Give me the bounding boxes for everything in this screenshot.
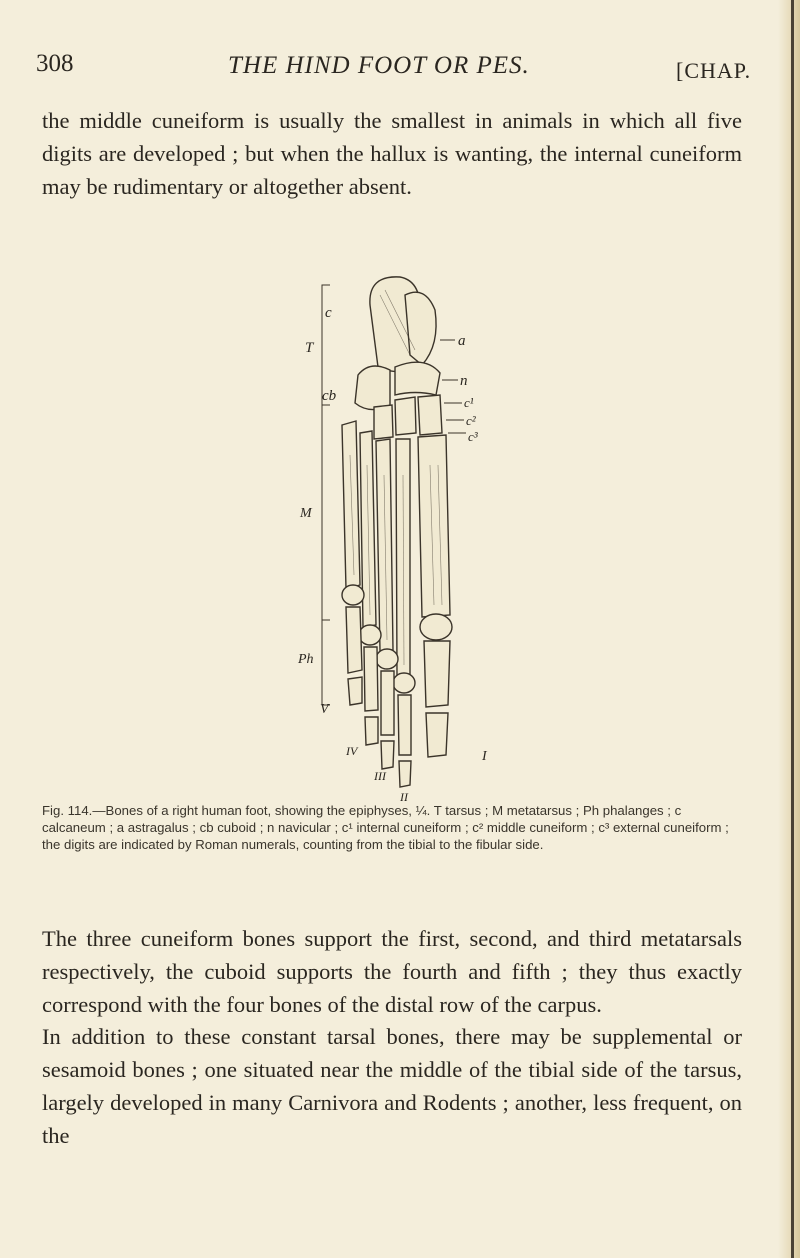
chapter-mark: [CHAP. xyxy=(676,58,752,83)
external-cuneiform-bone xyxy=(374,405,393,439)
phalanx-5a xyxy=(346,607,362,673)
label-n: n xyxy=(460,373,468,389)
label-c1: c¹ xyxy=(464,395,474,410)
phalanx-3a xyxy=(381,671,394,735)
running-title: THE HIND FOOT OR PES. xyxy=(228,52,530,79)
paragraph-3: In addition to these constant tarsal bones, there may be supplemental or sesamoid bones ; one situated near the middle of the tibial side of the tarsus, largely developed in many Carnivora and Rodents ; another, less frequent, on the xyxy=(42,1024,742,1148)
figure-caption: Fig. 114.—Bones of a right human foot, showing the epiphyses, ¼. T tarsus ; M metatarsus ; Ph phalanges ; c calcaneum ; a astragalus ; cb cuboid ; n navicular ; c¹ internal cuneiform ; c² middle cuneiform ; c³ external cuneiform ; the digits are indicated by Roman numerals, counting from the tibial to the fibular side. xyxy=(42,803,729,852)
phalanx-4b xyxy=(365,717,378,745)
metatarsal-1 xyxy=(418,435,450,617)
phalanx-3b xyxy=(381,741,394,769)
metatarsal-3 xyxy=(376,439,393,651)
cuboid-bone xyxy=(355,366,390,410)
page-edge-shadow xyxy=(778,0,800,1258)
binding-edge xyxy=(791,0,794,1258)
page-number: 308 xyxy=(36,50,74,77)
head-3 xyxy=(376,649,398,669)
middle-cuneiform-bone xyxy=(395,397,416,435)
label-M: M xyxy=(300,506,312,521)
metatarsal-2 xyxy=(396,439,410,675)
label-cb: cb xyxy=(322,388,337,404)
label-IV: IV xyxy=(346,744,358,758)
head-4 xyxy=(359,625,381,645)
phalanx-4a xyxy=(364,647,378,711)
label-II: II xyxy=(400,790,408,804)
page-header xyxy=(36,50,756,90)
paragraph-1: the middle cuneiform is usually the smallest in animals in which all five digits are developed ; but when the hallux is wanting, the internal cuneiform may be rudimentary or altogether absent. xyxy=(42,108,742,199)
internal-cuneiform-bone xyxy=(418,395,442,435)
foot-skeleton-illustration xyxy=(250,255,550,804)
label-I: I xyxy=(482,749,487,764)
navicular-bone xyxy=(395,362,440,395)
head-1 xyxy=(420,614,452,640)
label-a: a xyxy=(458,333,466,349)
label-T: T xyxy=(305,340,314,356)
label-III: III xyxy=(374,769,386,783)
label-V: V xyxy=(320,702,329,717)
phalanx-2b xyxy=(399,761,411,787)
phalanx-5b xyxy=(348,677,362,705)
label-c: c xyxy=(325,305,332,321)
label-c2: c² xyxy=(466,413,476,428)
foot-bones-figure xyxy=(250,255,550,804)
phalanx-1a xyxy=(424,641,450,707)
paragraph-2: The three cuneiform bones support the first, second, and third metatarsals respectively, the cuboid supports the fourth and fifth ; they thus exactly correspond with the four bones of the distal row of the carpus. xyxy=(42,926,742,1017)
label-c3: c³ xyxy=(468,429,478,444)
head-5 xyxy=(342,585,364,605)
label-Ph: Ph xyxy=(298,652,314,667)
phalanx-2a xyxy=(398,695,411,755)
metatarsal-5 xyxy=(342,421,360,589)
head-2 xyxy=(393,673,415,693)
phalanx-1b xyxy=(426,713,448,757)
